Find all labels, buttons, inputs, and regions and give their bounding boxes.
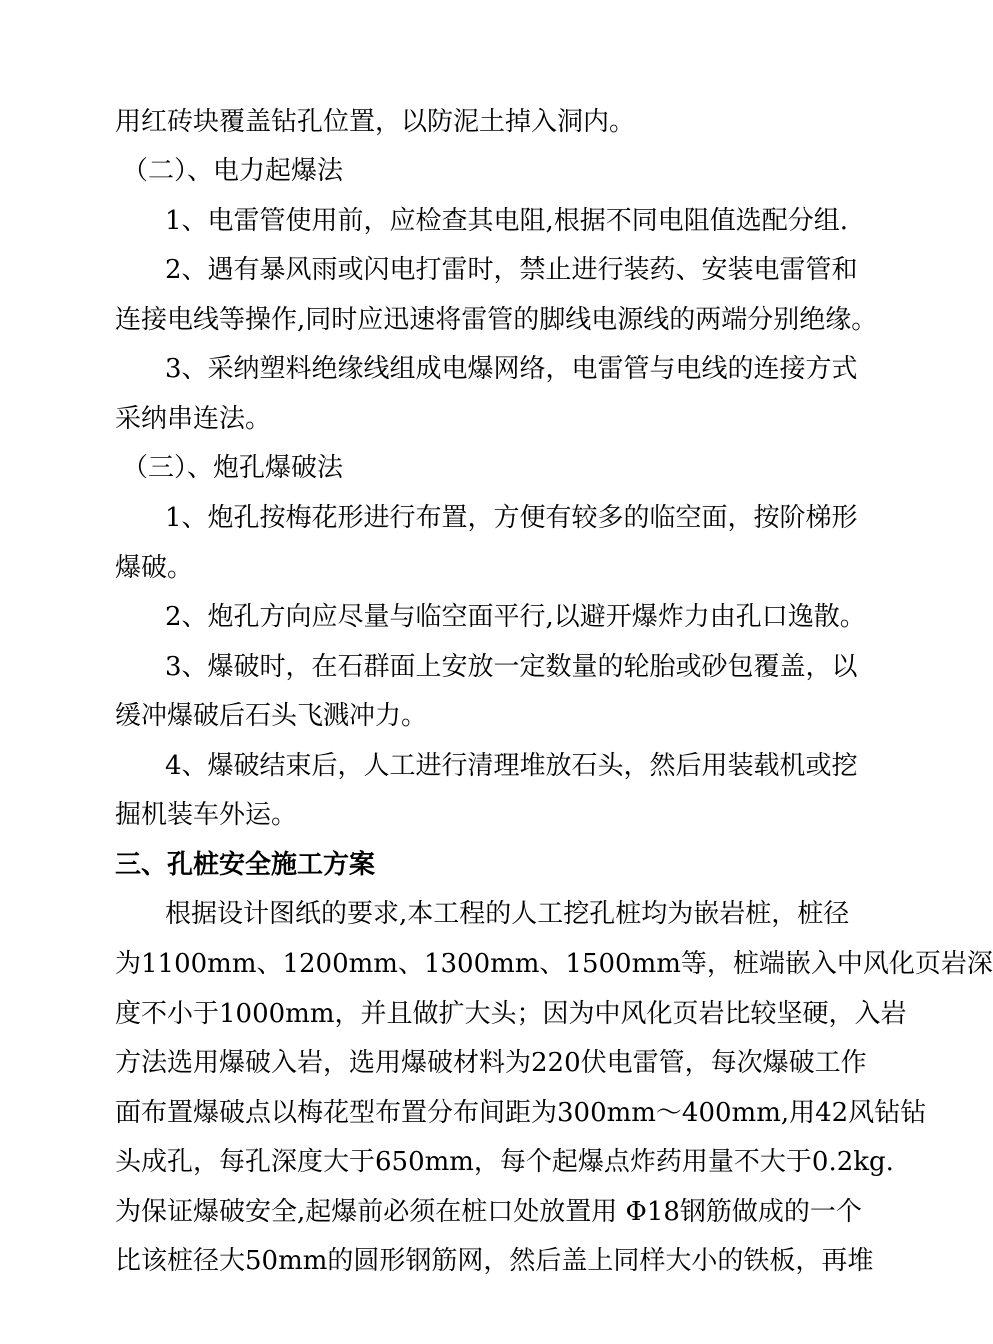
paragraph-line: 缓冲爆破后石头飞溅冲力。	[115, 701, 428, 731]
paragraph-line: 爆破。	[115, 553, 194, 583]
paragraph-line: 3、爆破时，在石群面上安放一定数量的轮胎或砂包覆盖，以	[165, 652, 858, 682]
paragraph-line: 4、爆破结束后，人工进行清理堆放石头，然后用装载机或挖	[165, 751, 858, 781]
paragraph-line: 度不小于1000mm，并且做扩大头；因为中风化页岩比较坚硬，入岩	[115, 999, 907, 1029]
paragraph-line: 根据设计图纸的要求,本工程的人工挖孔桩均为嵌岩桩，桩径	[165, 899, 850, 929]
paragraph-line: 3、采纳塑料绝缘线组成电爆网络，电雷管与电线的连接方式	[165, 354, 858, 384]
paragraph-line: 1、炮孔按梅花形进行布置，方便有较多的临空面，按阶梯形	[165, 503, 858, 533]
chapter-heading: 三、孔桩安全施工方案	[115, 850, 376, 880]
paragraph-line: 用红砖块覆盖钻孔位置，以防泥土掉入洞内。	[115, 107, 636, 137]
paragraph-line: 2、遇有暴风雨或闪电打雷时，禁止进行装药、安装电雷管和	[165, 255, 858, 285]
paragraph-line: 为保证爆破安全,起爆前必须在桩口处放置用 Φ18钢筋做成的一个	[115, 1197, 862, 1227]
paragraph-line: 比该桩径大50mm的圆形钢筋网，然后盖上同样大小的铁板，再堆	[115, 1246, 874, 1276]
paragraph-line: 头成孔，每孔深度大于650mm，每个起爆点炸药用量不大于0.2kg.	[115, 1147, 894, 1177]
paragraph-line: 为1100mm、1200mm、1300mm、1500mm等，桩端嵌入中风化页岩深	[115, 949, 993, 979]
paragraph-line: 掘机装车外运。	[115, 800, 298, 830]
paragraph-line: 采纳串连法。	[115, 404, 272, 434]
paragraph-line: 连接电线等操作,同时应迅速将雷管的脚线电源线的两端分别绝缘。	[115, 305, 878, 335]
paragraph-line: 1、电雷管使用前，应检查其电阻,根据不同电阻值选配分组.	[165, 206, 849, 236]
paragraph-line: 方法选用爆破入岩，选用爆破材料为220伏电雷管，每次爆破工作	[115, 1048, 867, 1078]
paragraph-line: 2、炮孔方向应尽量与临空面平行,以避开爆炸力由孔口逸散。	[165, 602, 866, 632]
section-heading: （三）、炮孔爆破法	[122, 453, 344, 483]
paragraph-line: 面布置爆破点以梅花型布置分布间距为300mm～400mm,用42风钻钻	[115, 1098, 927, 1128]
section-heading: （二）、电力起爆法	[122, 156, 344, 186]
